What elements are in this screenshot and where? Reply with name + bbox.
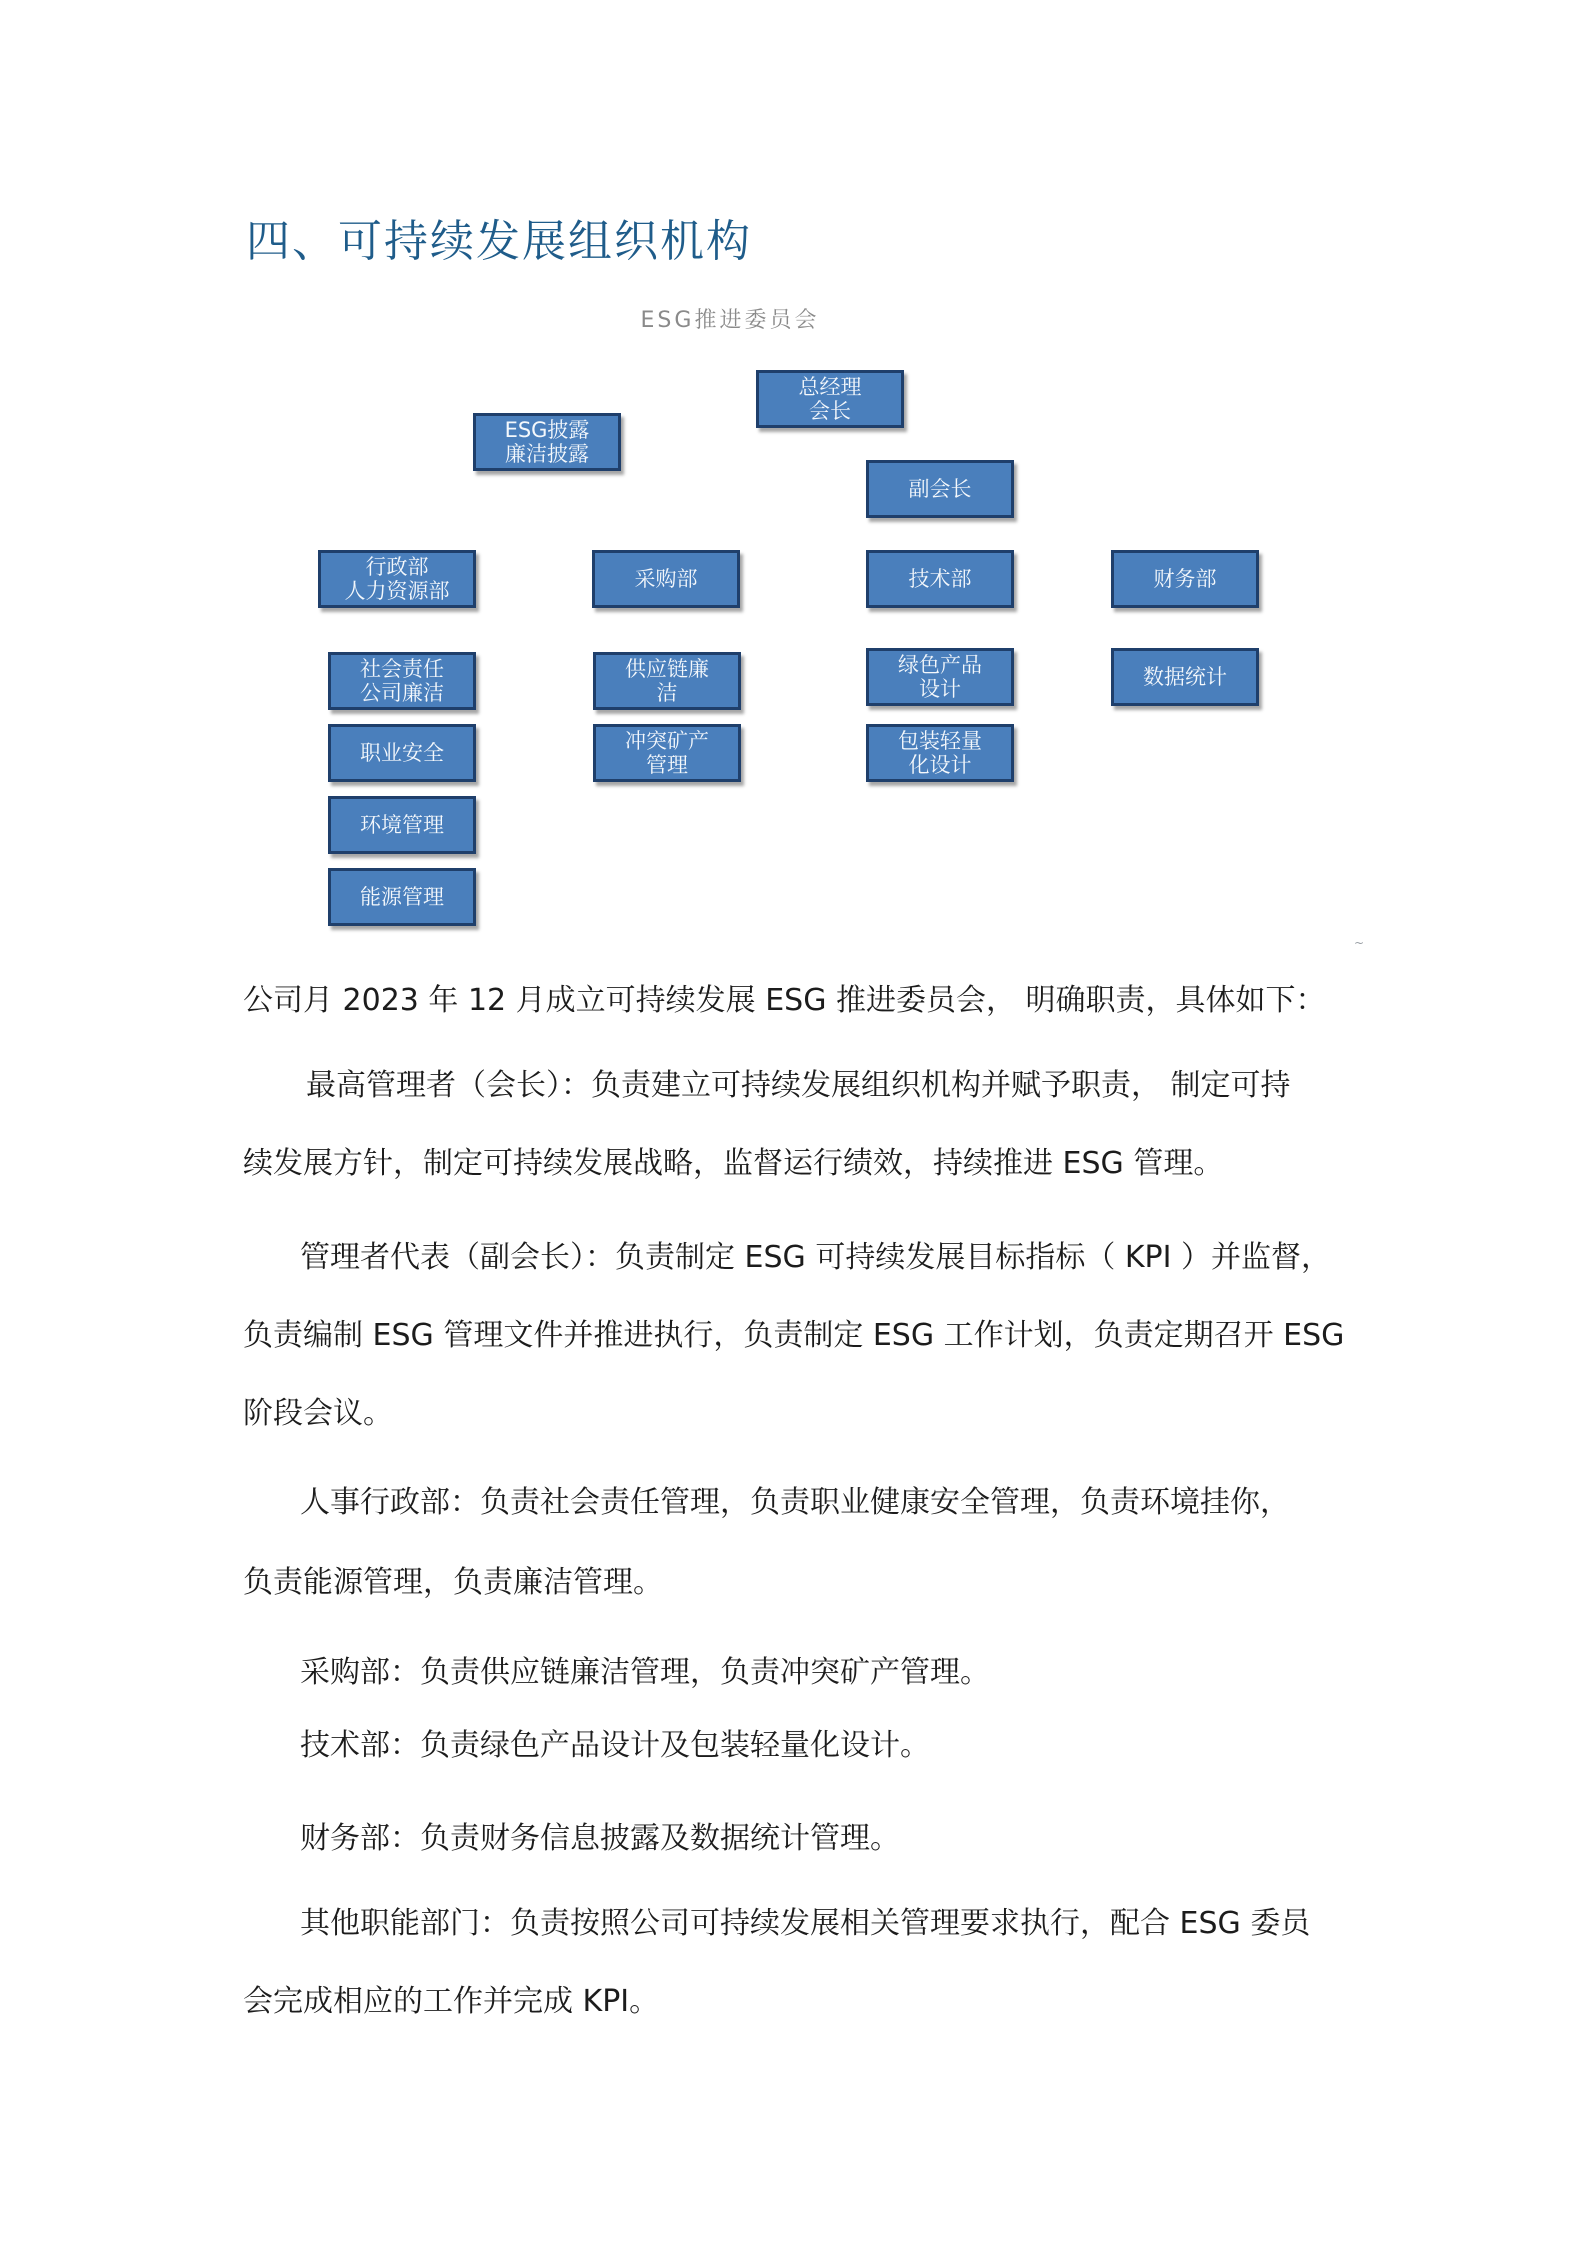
box-social-responsibility: 社会责任 公司廉洁: [328, 652, 476, 710]
box-packaging-lightweight: 包装轻量 化设计: [866, 724, 1014, 782]
box-purchasing: 采购部: [592, 550, 740, 608]
paragraph-chair-line1: 最高管理者（会长）：负责建立可持续发展组织机构并赋予职责， 制定可持: [306, 1068, 1291, 1103]
paragraph-purchasing: 采购部：负责供应链廉洁管理，负责冲突矿产管理。: [300, 1655, 990, 1690]
box-energy-management: 能源管理: [328, 868, 476, 926]
box-vice-chair: 副会长: [866, 460, 1014, 518]
paragraph-other-line2: 会完成相应的工作并完成 KPI。: [243, 1984, 660, 2019]
box-environment-management: 环境管理: [328, 796, 476, 854]
image-corner-mark: ~: [1353, 936, 1364, 950]
org-chart-title: ESG推进委员会: [640, 308, 820, 333]
paragraph-chair-line2: 续发展方针，制定可持续发展战略，监督运行绩效，持续推进 ESG 管理。: [243, 1146, 1224, 1181]
paragraph-vice-line2: 负责编制 ESG 管理文件并推进执行，负责制定 ESG 工作计划，负责定期召开 ESG: [243, 1318, 1345, 1353]
box-green-product: 绿色产品 设计: [866, 648, 1014, 706]
paragraph-vice-line1: 管理者代表（副会长）：负责制定 ESG 可持续发展目标指标（ KPI ）并监督，: [300, 1240, 1331, 1275]
box-technology: 技术部: [866, 550, 1014, 608]
paragraph-intro: 公司月 2023 年 12 月成立可持续发展 ESG 推进委员会， 明确职责，具体如下：: [243, 983, 1326, 1018]
esg-org-chart: [310, 295, 1370, 950]
section-heading: 四、可持续发展组织机构: [246, 216, 752, 267]
box-data-statistics: 数据统计: [1111, 648, 1259, 706]
paragraph-technology: 技术部：负责绿色产品设计及包装轻量化设计。: [300, 1728, 930, 1763]
paragraph-hr-line2: 负责能源管理，负责廉洁管理。: [243, 1565, 663, 1600]
box-occupational-safety: 职业安全: [328, 724, 476, 782]
box-conflict-minerals: 冲突矿产 管理: [593, 724, 741, 782]
box-esg-disclosure: ESG披露 廉洁披露: [473, 413, 621, 471]
paragraph-vice-line3: 阶段会议。: [243, 1396, 393, 1431]
box-supply-chain: 供应链廉 洁: [593, 652, 741, 710]
paragraph-finance: 财务部：负责财务信息披露及数据统计管理。: [300, 1821, 900, 1856]
paragraph-other-line1: 其他职能部门：负责按照公司可持续发展相关管理要求执行，配合 ESG 委员: [300, 1906, 1311, 1941]
box-general-manager: 总经理 会长: [756, 370, 904, 428]
box-finance: 财务部: [1111, 550, 1259, 608]
box-admin-hr: 行政部 人力资源部: [318, 550, 476, 608]
paragraph-hr-line1: 人事行政部：负责社会责任管理，负责职业健康安全管理，负责环境挂你，: [300, 1485, 1290, 1520]
